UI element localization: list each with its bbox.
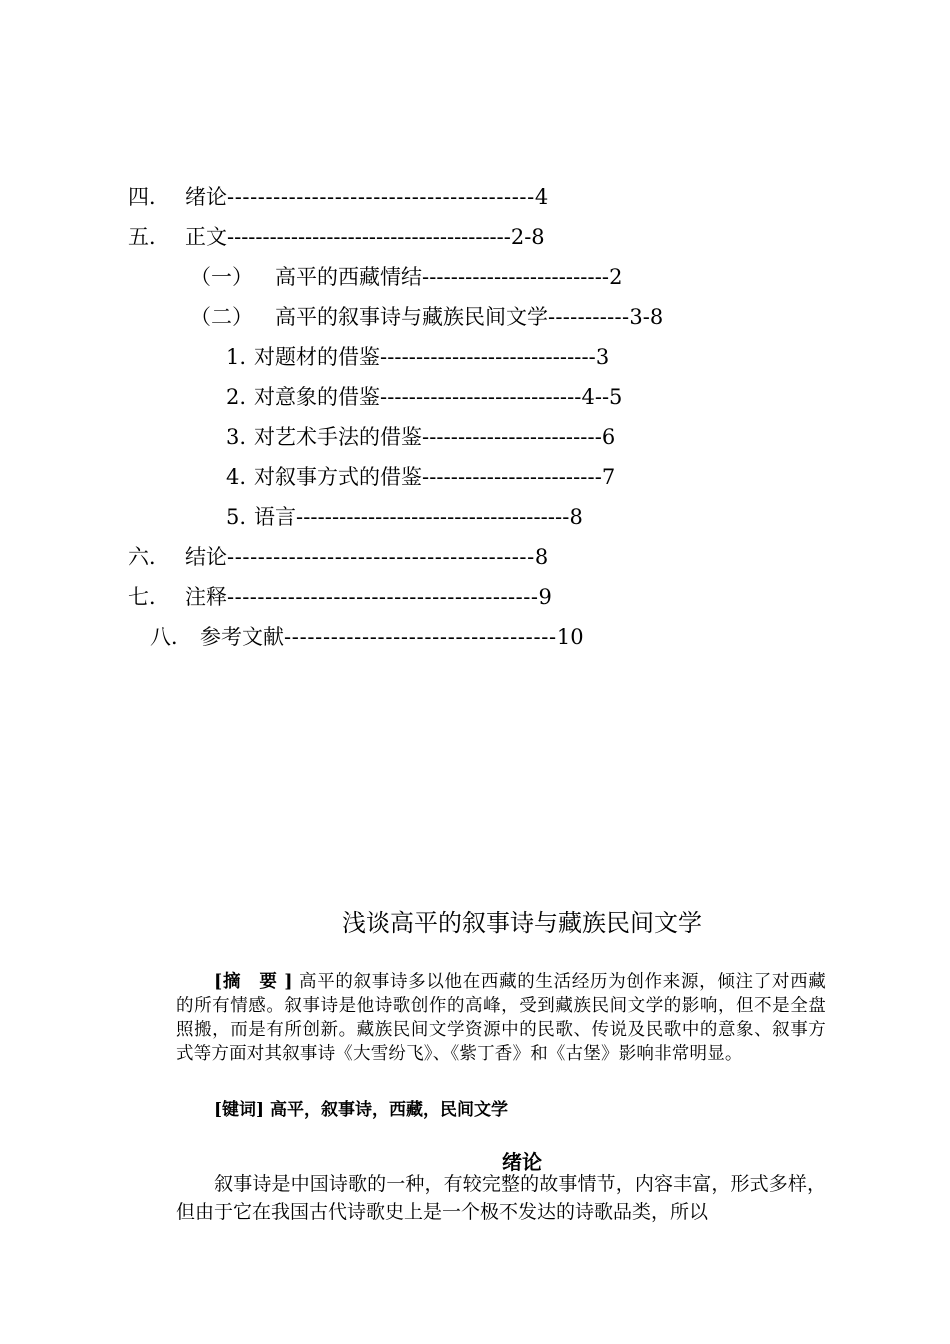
keywords-label: [键词] [214, 1100, 265, 1120]
toc-leader: ------------------------- [422, 465, 602, 489]
toc-page: 7 [601, 465, 616, 489]
toc-page: 6 [601, 425, 616, 449]
toc-number: 2. [226, 385, 247, 409]
toc-leader: ----------------------------------- [284, 625, 557, 649]
toc-title: 高平的西藏情结 [275, 265, 422, 289]
toc-leader: -------------------------- [422, 265, 610, 289]
toc-title: 绪论 [185, 185, 227, 209]
toc-title: 高平的叙事诗与藏族民间文学 [275, 305, 548, 329]
toc-title: 对意象的借鉴 [254, 385, 380, 409]
toc-number: （二） [190, 305, 253, 329]
keywords-line [214, 1098, 508, 1122]
toc-number: 四． [128, 185, 170, 209]
toc-number: 七． [128, 585, 170, 609]
toc-title: 参考文献 [200, 625, 284, 649]
toc-page: 10 [556, 625, 584, 649]
toc-entry-6 [128, 544, 548, 570]
toc-page: 8 [534, 545, 549, 569]
toc-number: 六． [128, 545, 170, 569]
toc-number: 3. [226, 425, 247, 449]
toc-number: 5. [226, 505, 247, 529]
toc-leader: ----------------------------------------- [227, 585, 539, 609]
toc-entry-5-1 [190, 264, 622, 290]
toc-leader: ------------------------------ [380, 345, 596, 369]
toc-entry-7 [128, 584, 552, 610]
toc-number: 1. [226, 345, 247, 369]
abstract-text: 高平的叙事诗多以他在西藏的生活经历为创作来源，倾注了对西藏的所有情感。叙事诗是他诗歌创作的高峰，受到藏族民间文学的影响，但不是全盘照搬，而是有所创新。藏族民间文学资源中的民歌、传说及民歌中的意象、叙事方式等方面对其叙事诗《大雪纷飞》、《紫丁香》和《古堡》影响非常明显。 [176, 972, 826, 1064]
toc-entry-5-2-2 [226, 384, 622, 410]
article-title: 浅谈高平的叙事诗与藏族民间文学 [342, 909, 702, 937]
toc-entry-5-2-3 [226, 424, 615, 450]
toc-page: 9 [538, 585, 552, 609]
abstract-label: [摘 要 ] [214, 972, 293, 992]
toc-page: 8 [569, 505, 583, 529]
toc-number: 八． [150, 625, 192, 649]
toc-page: 3-8 [629, 305, 664, 329]
toc-page: 3 [595, 345, 610, 369]
toc-title: 对叙事方式的借鉴 [254, 465, 422, 489]
toc-title: 注释 [185, 585, 227, 609]
toc-leader: ---------------------------------------- [227, 225, 511, 249]
toc-leader: -------------------------------------- [296, 505, 570, 529]
keywords-text: 高平，叙事诗，西藏，民间文学 [270, 1100, 509, 1120]
toc-entry-8 [150, 624, 584, 650]
toc-entry-5-2-4 [226, 464, 615, 490]
toc-title: 对艺术手法的借鉴 [254, 425, 422, 449]
toc-leader: ---------------------------- [380, 385, 582, 409]
toc-leader: ---------------------------------------- [227, 545, 535, 569]
toc-entry-4 [128, 184, 548, 210]
toc-leader: ------------------------- [422, 425, 602, 449]
body-paragraph [176, 1170, 826, 1226]
toc-entry-5 [128, 224, 545, 250]
toc-title: 正文 [185, 225, 227, 249]
toc-entry-5-2-1 [226, 344, 609, 370]
toc-number: 4. [226, 465, 247, 489]
toc-title: 对题材的借鉴 [254, 345, 380, 369]
toc-leader: ---------------------------------------- [227, 185, 535, 209]
toc-page: 4--5 [581, 385, 623, 409]
section-heading: 绪论 [502, 1150, 542, 1174]
toc-page: 4 [534, 185, 549, 209]
toc-number: （一） [190, 265, 253, 289]
toc-number: 五． [128, 225, 170, 249]
toc-entry-5-2-5 [226, 504, 583, 530]
toc-title: 语言 [254, 505, 296, 529]
toc-page: 2-8 [510, 225, 545, 249]
body-text: 叙事诗是中国诗歌的一种，有较完整的故事情节，内容丰富，形式多样，但由于它在我国古代诗歌史上是一个极不发达的诗歌品类，所以 [176, 1173, 826, 1223]
toc-title: 结论 [185, 545, 227, 569]
abstract-paragraph [176, 970, 826, 1066]
toc-entry-5-2 [190, 304, 663, 330]
toc-leader: ----------- [548, 305, 630, 329]
toc-page: 2 [609, 265, 623, 289]
